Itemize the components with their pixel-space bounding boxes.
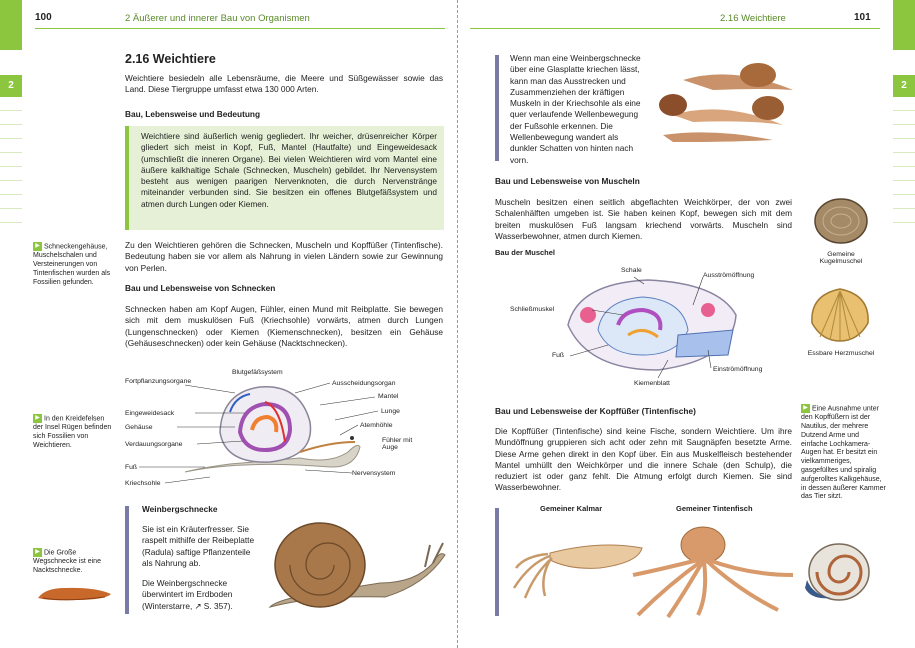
margin-note-nautilus: ▶ Eine Ausnahme unter den Kopffüßern ist der Nautilus, der mehrere Dutzend Arme und einfache Lochkamera-Augen hat. Er besitzt ein vielkammeriges, gasgefülltes und spiralig aufgerolltes Kalkgehäuse, in dessen äußerer Kammer das Tier sitzt. bbox=[801, 405, 886, 501]
page-number-left: 100 bbox=[35, 12, 52, 23]
label-schliessmuskel: Schließmuskel bbox=[510, 306, 555, 313]
tintenfisch-photo bbox=[628, 515, 798, 620]
caption-kugelmuschel: Gemeine Kugelmuschel bbox=[819, 251, 863, 265]
label-kriechsohle: Kriechsohle bbox=[125, 480, 161, 487]
snail-label-lines bbox=[125, 375, 410, 490]
weinberg-snail-photo bbox=[265, 515, 450, 615]
definition-box bbox=[125, 126, 444, 230]
muschel-paragraph: Muscheln besitzen einen seitlich abgeflachten Weichkörper, der von zwei Schalenhälften umgeben ist. Sie haben keinen Kopf, bewegen sich mit dem breiten muskulösen Fuß langsam kriechend vorwärts. Muscheln sind Wasserbewohner, atmen durch Kiemen. bbox=[495, 197, 792, 241]
section-title: 2.16 Weichtiere bbox=[125, 52, 216, 66]
weinberg-title: Weinbergschnecke bbox=[142, 504, 218, 514]
weinberg-paragraph-1: Sie ist ein Kräuterfresser. Sie raspelt mithilfe der Reibeplatte (Radula) saftige Pflanzenteile als Nahrung ab. bbox=[142, 524, 255, 568]
label-kiemenblatt: Kiemenblatt bbox=[634, 380, 670, 387]
groups-paragraph: Zu den Weichtieren gehören die Schnecken, Muscheln und Kopffüßer (Tintenfische). Bedeutung haben sie vor allem als Nahrung in vielen Ländern sowie zur Gewinnung von Perlen. bbox=[125, 240, 443, 273]
snail-glass-plate-photo bbox=[653, 60, 803, 145]
label-mantel: Mantel bbox=[378, 393, 399, 400]
info-bar bbox=[125, 506, 129, 614]
label-ausstroem: Ausströmöffnung bbox=[703, 272, 755, 279]
glass-plate-text: Wenn man eine Weinbergschnecke über eine Glasplatte kriechen lässt, kann man das Ausstrecken und Zusammenziehen der kräftigen Muskeln in der Kriechsohle als eine quer verlaufende Wellenbewegung der Fußsohle erkennen. Die Wellenbewegung wandert als dunkler Schatten von hinten nach vorn. bbox=[510, 53, 641, 165]
label-fortpflanzung: Fortpflanzungsorgane bbox=[125, 378, 192, 385]
label-gehaeuse: Gehäuse bbox=[125, 424, 153, 431]
label-einstroem: Einströmöffnung bbox=[713, 366, 763, 373]
arrow-icon: ▶ bbox=[33, 548, 42, 557]
weinberg-paragraph-2: Die Weinbergschnecke überwintert im Erdboden (Winterstarre, ↗ S. 357). bbox=[142, 578, 233, 611]
info-bar bbox=[495, 508, 499, 616]
margin-note-wegschnecke: ▶ Die Große Wegschnecke ist eine Nacktschnecke. bbox=[33, 549, 101, 574]
kalmar-photo bbox=[510, 518, 645, 603]
right-chapter-tab: 2 bbox=[893, 75, 915, 97]
caption-kalmar: Gemeiner Kalmar bbox=[540, 504, 603, 513]
label-ausscheidung: Ausscheidungsorgan bbox=[332, 380, 396, 387]
label-nervensystem: Nervensystem bbox=[352, 470, 396, 477]
caption-tintenfisch: Gemeiner Tintenfisch bbox=[676, 504, 753, 513]
arrow-icon: ▶ bbox=[33, 414, 42, 423]
label-blutgefaess: Blutgefäßsystem bbox=[232, 369, 283, 376]
label-schale: Schale bbox=[621, 267, 642, 274]
running-head-right: 2.16 Weichtiere bbox=[720, 13, 786, 24]
label-muschel-fuss: Fuß bbox=[552, 352, 565, 359]
running-head-left: 2 Äußerer und innerer Bau von Organismen bbox=[125, 13, 310, 24]
caption-herzmuschel: Essbare Herzmuschel bbox=[807, 350, 875, 357]
herzmuschel-photo bbox=[808, 285, 872, 343]
label-fuss: Fuß bbox=[125, 464, 138, 471]
mussel-figure-title: Bau der Muschel bbox=[495, 248, 556, 257]
slug-illustration bbox=[35, 582, 115, 604]
subheading-bedeutung: Bau, Lebensweise und Bedeutung bbox=[125, 109, 261, 119]
info-bar bbox=[495, 55, 499, 161]
kopffuesser-paragraph: Die Kopffüßer (Tintenfische) sind keine Fische, sondern Weichtiere. Um ihre Mundöffnung gruppieren sich acht oder zehn mit Saugnäpfen besetzte Arme. Diese Arme gehen direkt in den Kopf über. Ein aus Muskelfleisch bestehender Mantel umhüllt den Weichkörper und die innere Schale (den Schulp), die reduziert ist oder ganz fehlt. Die Atmung erfolgt durch Kiemen. Sie sind Wasserbewohner. bbox=[495, 426, 792, 493]
arrow-icon: ▶ bbox=[801, 404, 810, 413]
page-number-right: 101 bbox=[854, 12, 871, 23]
label-fuehler: Fühler mit Auge bbox=[382, 437, 413, 451]
arrow-icon: ▶ bbox=[33, 242, 42, 251]
label-atemhoehle: Atemhöhle bbox=[360, 422, 393, 429]
subheading-muscheln: Bau und Lebensweise von Muscheln bbox=[495, 176, 640, 186]
mussel-label-lines bbox=[548, 270, 768, 385]
margin-note-fossils: ▶ Schneckengehäuse, Muschelschalen und Versteinerungen von Tintenfischen wurden als Fossilien gefunden. bbox=[33, 243, 111, 286]
subheading-schnecken: Bau und Lebensweise von Schnecken bbox=[125, 283, 276, 293]
left-chapter-tab: 2 bbox=[0, 75, 22, 97]
nautilus-photo bbox=[801, 540, 871, 604]
label-verdauung: Verdauungsorgane bbox=[125, 441, 183, 448]
definition-text: Weichtiere sind äußerlich wenig gegliedert. Ihr weicher, drüsenreicher Körper gliedert sich meist in Kopf, Fuß, Mantel (Hautfalte) und Eingeweidesack (umschließt die inneren Organe). Bei vielen Weichtieren wird vom Mantel eine äußere kalkhaltige Schale (Schnecken, Muscheln) gebildet. Ihr Nervensystem besteht aus wenigen paarigen Nervenknoten, die durch Nervenstränge miteinander verbunden sind. Sie besitzen ein offenes Blutgefäßsystem und atmen durch Lungen oder Kiemen. bbox=[141, 131, 437, 209]
left-top-tab bbox=[0, 0, 22, 50]
schnecken-paragraph: Schnecken haben am Kopf Augen, Fühler, einen Mund mit Reibplatte. Sie bewegen sich mit dem muskulösen Fuß (Kriechsohle) vorwärts, atmen durch Lungen (Lungenschnecken) oder Kiemen (Kiemenschnecken), besitzen ein Gehäuse (Gehäuseschnecken) oder kein Gehäuse (Nacktschnecken). bbox=[125, 304, 443, 348]
left-page bbox=[0, 0, 457, 648]
right-top-tab bbox=[893, 0, 915, 50]
margin-note-ruegen: ▶ In den Kreidefelsen der Insel Rügen befinden sich Fossilien von Weichtieren. bbox=[33, 415, 112, 449]
subheading-kopffuesser: Bau und Lebensweise der Kopffüßer (Tintenfische) bbox=[495, 406, 696, 416]
label-lunge: Lunge bbox=[381, 408, 400, 415]
kugelmuschel-photo bbox=[813, 195, 869, 247]
label-eingeweidesack: Eingeweidesack bbox=[125, 410, 175, 417]
intro-paragraph: Weichtiere besiedeln alle Lebensräume, die Meere und Süßgewässer sowie das Land. Diese Tiergruppe umfasst etwa 130 000 Arten. bbox=[125, 73, 443, 95]
right-page bbox=[458, 0, 915, 648]
